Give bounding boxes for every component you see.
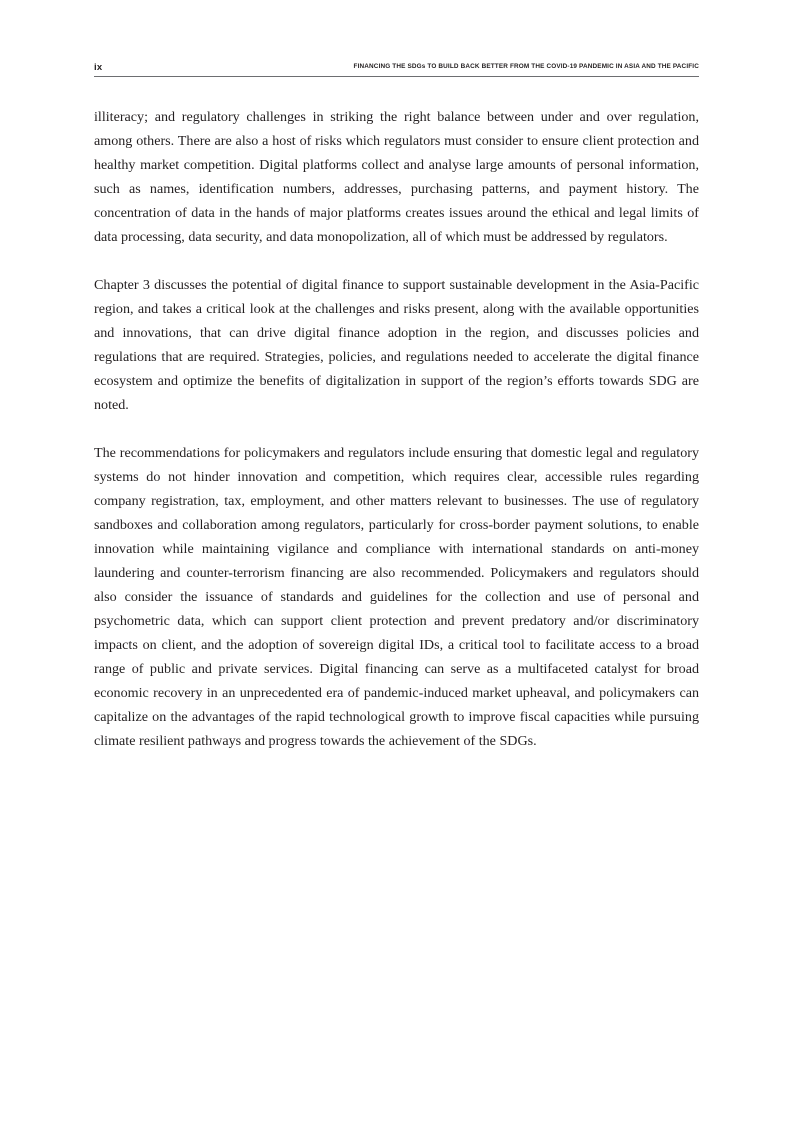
page-header (94, 62, 699, 77)
body-text (94, 105, 699, 777)
page-number: ix (94, 62, 103, 73)
paragraph-regulatory-challenges: illiteracy; and regulatory challenges in striking the right balance between under and over regulation, among others. There are also a host of risks which regulators must consider to ensure client protection and healthy market competition. Digital platforms collect and analyse large amounts of personal information, such as names, identification numbers, addresses, purchasing patterns, and payment history. The concentration of data in the hands of major platforms creates issues around the ethical and legal limits of data processing, data security, and data monopolization, all of which must be addressed by regulators. (94, 109, 699, 245)
paragraph-recommendations: The recommendations for policymakers and regulators include ensuring that domestic legal and regulatory systems do not hinder innovation and competition, which requires clear, accessible rules regarding company registration, tax, employment, and other matters relevant to businesses. The use of regulatory sandboxes and collaboration among regulators, particularly for cross-border payment solutions, to enable innovation while maintaining vigilance and compliance with international standards on anti-money laundering and counter-terrorism financing are also recommended. Policymakers and regulators should also consider the issuance of standards and guidelines for the collection and use of personal and psychometric data, which can support client protection and prevent predatory and/or discriminatory impacts on client, and the adoption of sovereign digital IDs, a critical tool to facilitate access to a broad range of public and private services. Digital financing can serve as a multifaceted catalyst for broad economic recovery in an unprecedented era of pandemic-induced market upheaval, and policymakers can capitalize on the advantages of the rapid technological growth to improve fiscal capacities while pursuing climate resilient pathways and progress towards the achievement of the SDGs. (94, 445, 699, 749)
running-title: FINANCING THE SDGs TO BUILD BACK BETTER FROM THE COVID-19 PANDEMIC IN ASIA AND THE PACIFIC (353, 63, 699, 70)
paragraph-chapter-3: Chapter 3 discusses the potential of digital finance to support sustainable development in the Asia-Pacific region, and takes a critical look at the challenges and risks present, along with the available opportunities and innovations, that can drive digital finance adoption in the region, and discusses policies and regulations that are required. Strategies, policies, and regulations needed to accelerate the digital finance ecosystem and optimize the benefits of digitalization in support of the region’s efforts towards SDG are noted. (94, 277, 699, 413)
